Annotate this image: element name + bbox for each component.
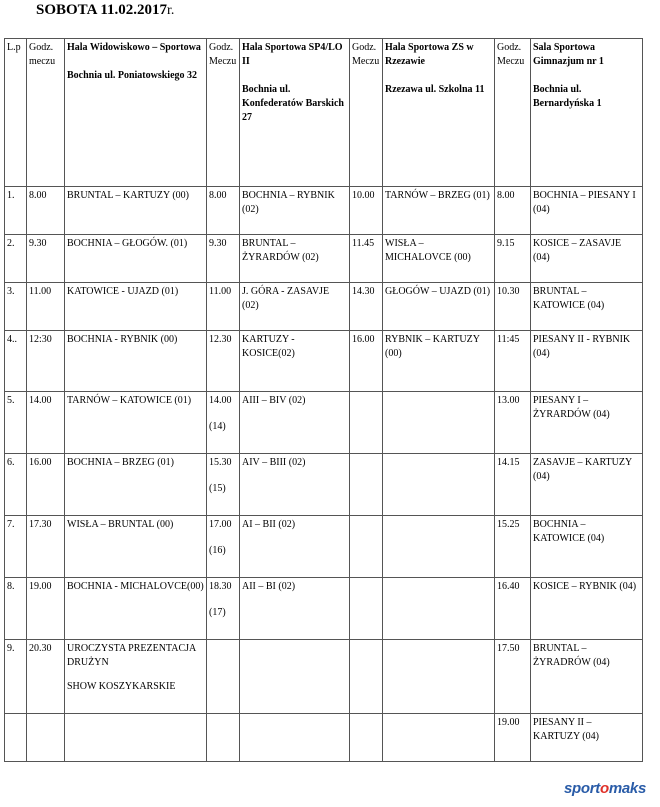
row-time-b: 12.30 [207, 331, 240, 392]
row-match-c: RYBNIK – KARTUZY (00) [383, 331, 495, 392]
row-match-c [383, 516, 495, 578]
row-time-b [207, 392, 240, 454]
row-time-b [207, 516, 240, 578]
row-match-d: PIESANY II – KARTUZY (04) [531, 714, 643, 762]
row-match-b: J. GÓRA - ZASAVJE (02) [240, 283, 350, 331]
header-venue-d [531, 39, 643, 187]
header-time-c: Godz. Meczu [350, 39, 383, 187]
row-time-c [350, 640, 383, 714]
row-match-a [65, 640, 207, 714]
table-row [5, 235, 643, 283]
row-match-a: WISŁA – BRUNTAL (00) [65, 516, 207, 578]
row-match-c [383, 714, 495, 762]
table-row [5, 283, 643, 331]
row-lp: 9. [5, 640, 27, 714]
row-match-b: AII – BI (02) [240, 578, 350, 640]
venue-d-name: Sala Sportowa Gimnazjum nr 1 [533, 42, 604, 67]
row-time-a: 8.00 [27, 187, 65, 235]
table-row [5, 640, 643, 714]
row-match-a: BRUNTAL – KARTUZY (00) [65, 187, 207, 235]
header-time-a: Godz. meczu [27, 39, 65, 187]
row-lp: 3. [5, 283, 27, 331]
table-row [5, 331, 643, 392]
row-lp: 2. [5, 235, 27, 283]
row-time-c: 16.00 [350, 331, 383, 392]
row-time-b [207, 454, 240, 516]
venue-d-address: Bochnia ul. Bernardyńska 1 [533, 84, 602, 109]
row-match-c [383, 578, 495, 640]
logo-part-1: sport [563, 780, 600, 797]
row-time-c [350, 392, 383, 454]
row-time-b-number: (14) [209, 421, 226, 432]
logo-part-2: o [599, 780, 609, 797]
row-match-c: GŁOGÓW – UJAZD (01) [383, 283, 495, 331]
row-match-a: KATOWICE - UJAZD (01) [65, 283, 207, 331]
page-title-date: SOBOTA 11.02.2017 [36, 2, 168, 18]
row-match-c: WISŁA – MICHALOVCE (00) [383, 235, 495, 283]
venue-a-name: Hala Widowiskowo – Sportowa [67, 42, 201, 53]
row-lp: 4.. [5, 331, 27, 392]
row-time-c: 10.00 [350, 187, 383, 235]
row-lp: 1. [5, 187, 27, 235]
row-match-a-event: UROCZYSTA PREZENTACJA DRUŻYN [67, 643, 196, 668]
row-time-b-main: 18.30 [209, 581, 232, 592]
venue-a-address: Bochnia ul. Poniatowskiego 32 [67, 70, 198, 81]
row-time-a [27, 714, 65, 762]
row-time-a: 19.00 [27, 578, 65, 640]
row-time-b [207, 714, 240, 762]
row-match-b: AIV – BIII (02) [240, 454, 350, 516]
row-match-d: BRUNTAL – ŻYRADRÓW (04) [531, 640, 643, 714]
header-row [5, 39, 643, 187]
row-match-a: TARNÓW – KATOWICE (01) [65, 392, 207, 454]
table-row [5, 578, 643, 640]
row-time-b: 9.30 [207, 235, 240, 283]
sportomaks-logo [564, 780, 646, 797]
header-time-b: Godz. Meczu [207, 39, 240, 187]
row-match-b [240, 714, 350, 762]
row-time-b-main: 14.00 [209, 395, 232, 406]
row-match-d: PIESANY II - RYBNIK (04) [531, 331, 643, 392]
logo-part-3: maks [608, 780, 646, 797]
header-lp: L.p [5, 39, 27, 187]
row-time-a: 12:30 [27, 331, 65, 392]
table-row [5, 392, 643, 454]
page-title [36, 2, 174, 19]
row-time-a: 16.00 [27, 454, 65, 516]
row-time-d: 19.00 [495, 714, 531, 762]
header-time-d: Godz. Meczu [495, 39, 531, 187]
row-time-b-number: (15) [209, 483, 226, 494]
row-time-b-main: 17.00 [209, 519, 232, 530]
row-lp [5, 714, 27, 762]
table-row [5, 454, 643, 516]
row-time-c [350, 714, 383, 762]
page-title-suffix: r. [167, 3, 175, 18]
row-match-b [240, 640, 350, 714]
table-row [5, 516, 643, 578]
row-match-b: KARTUZY - KOSICE(02) [240, 331, 350, 392]
row-match-c [383, 392, 495, 454]
row-lp: 8. [5, 578, 27, 640]
row-match-c [383, 454, 495, 516]
row-time-b: 8.00 [207, 187, 240, 235]
row-time-a: 17.30 [27, 516, 65, 578]
row-match-d: KOSICE – RYBNIK (04) [531, 578, 643, 640]
row-match-d: BOCHNIA – KATOWICE (04) [531, 516, 643, 578]
row-time-a: 11.00 [27, 283, 65, 331]
row-time-c: 11.45 [350, 235, 383, 283]
row-match-d: BRUNTAL – KATOWICE (04) [531, 283, 643, 331]
table-row [5, 187, 643, 235]
row-time-a: 9.30 [27, 235, 65, 283]
header-venue-c [383, 39, 495, 187]
venue-b-name: Hala Sportowa SP4/LO II [242, 42, 343, 67]
venue-b-address: Bochnia ul. Konfederatów Barskich 27 [242, 84, 344, 123]
row-match-d: BOCHNIA – PIESANY I (04) [531, 187, 643, 235]
row-match-b: AIII – BIV (02) [240, 392, 350, 454]
row-match-a [65, 714, 207, 762]
row-time-d: 14.15 [495, 454, 531, 516]
row-match-a-show: SHOW KOSZYKARSKIE [67, 681, 176, 692]
row-match-d: ZASAVJE – KARTUZY (04) [531, 454, 643, 516]
row-match-b: AI – BII (02) [240, 516, 350, 578]
row-match-b: BOCHNIA – RYBNIK (02) [240, 187, 350, 235]
row-match-a: BOCHNIA – BRZEG (01) [65, 454, 207, 516]
row-lp: 7. [5, 516, 27, 578]
row-time-a: 14.00 [27, 392, 65, 454]
row-time-d: 13.00 [495, 392, 531, 454]
row-time-d: 16.40 [495, 578, 531, 640]
row-time-c [350, 578, 383, 640]
row-time-d: 9.15 [495, 235, 531, 283]
table-row [5, 714, 643, 762]
row-time-a: 20.30 [27, 640, 65, 714]
venue-c-name: Hala Sportowa ZS w Rzezawie [385, 42, 474, 67]
row-match-a: BOCHNIA - MICHALOVCE(00) [65, 578, 207, 640]
row-match-c: TARNÓW – BRZEG (01) [383, 187, 495, 235]
row-time-b [207, 640, 240, 714]
row-time-d: 17.50 [495, 640, 531, 714]
row-match-d: KOSICE – ZASAVJE (04) [531, 235, 643, 283]
row-time-b-main: 15.30 [209, 457, 232, 468]
header-venue-a [65, 39, 207, 187]
header-venue-b [240, 39, 350, 187]
row-time-c: 14.30 [350, 283, 383, 331]
row-time-d: 10.30 [495, 283, 531, 331]
row-match-a: BOCHNIA - RYBNIK (00) [65, 331, 207, 392]
row-match-c [383, 640, 495, 714]
row-time-c [350, 454, 383, 516]
row-time-b [207, 578, 240, 640]
venue-c-address: Rzezawa ul. Szkolna 11 [385, 84, 485, 95]
row-match-a: BOCHNIA – GŁOGÓW. (01) [65, 235, 207, 283]
row-time-d: 11:45 [495, 331, 531, 392]
row-time-c [350, 516, 383, 578]
row-time-d: 15.25 [495, 516, 531, 578]
row-match-b: BRUNTAL – ŻYRARDÓW (02) [240, 235, 350, 283]
schedule-table [4, 38, 643, 762]
row-time-b: 11.00 [207, 283, 240, 331]
row-time-b-number: (16) [209, 545, 226, 556]
row-match-d: PIESANY I – ŻYRARDÓW (04) [531, 392, 643, 454]
row-lp: 5. [5, 392, 27, 454]
row-time-b-number: (17) [209, 607, 226, 618]
row-time-d: 8.00 [495, 187, 531, 235]
row-lp: 6. [5, 454, 27, 516]
